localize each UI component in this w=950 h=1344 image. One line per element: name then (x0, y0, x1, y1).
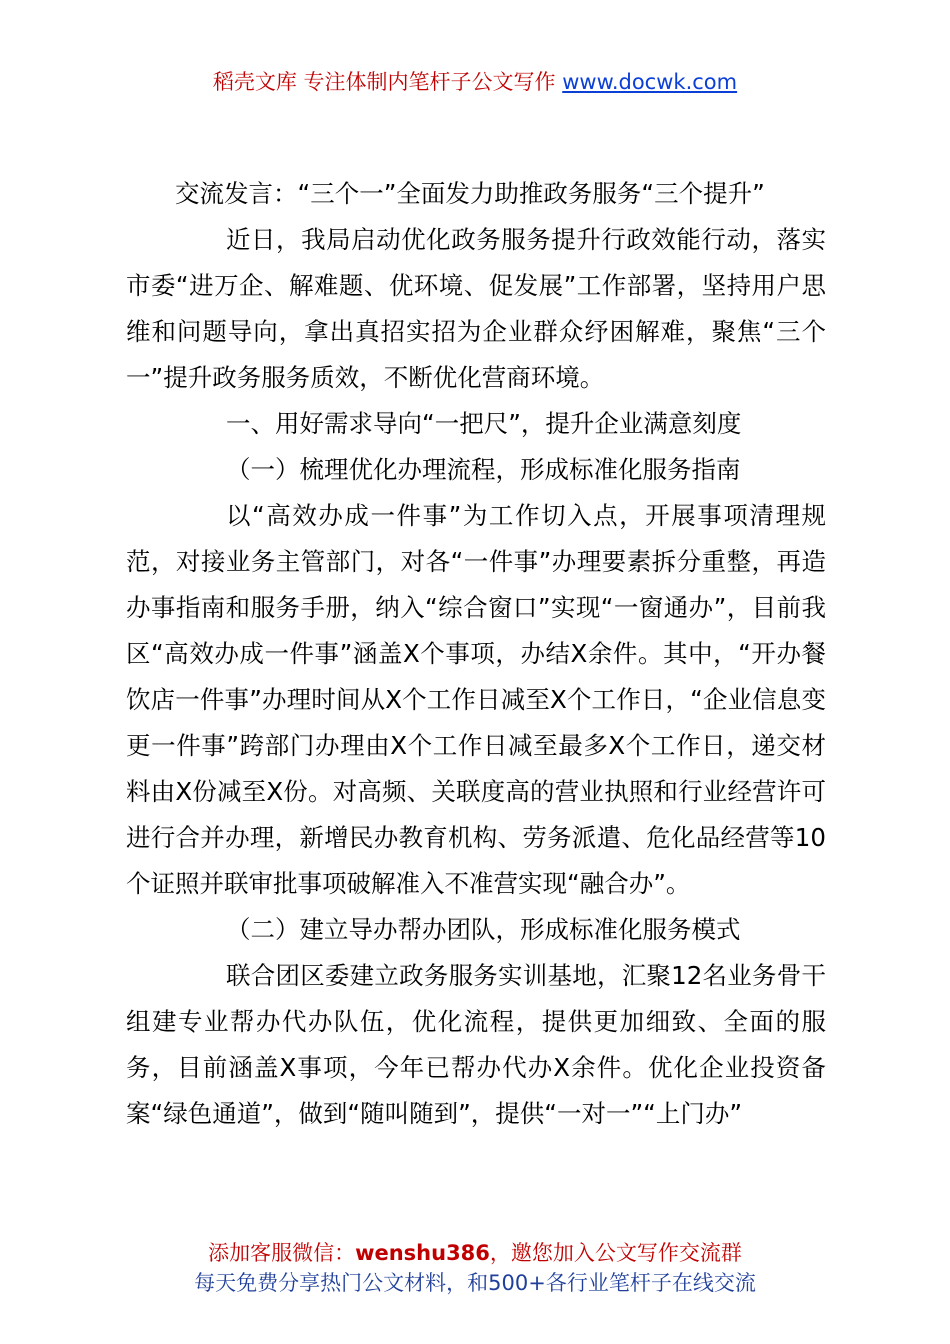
footer-line-1 (0, 1238, 950, 1268)
paragraph-body-1: 以“高效办成一件事”为工作切入点，开展事项清理规范，对接业务主管部门，对各“一件事”办理要素拆分重整，再造办事指南和服务手册，纳入“综合窗口”实现“一窗通办”，目前我区“高效办成一件事”涵盖X个事项，办结X余件。其中，“开办餐饮店一件事”办理时间从X个工作日减至X个工作日，“企业信息变更一件事”跨部门办理由X个工作日减至最多X个工作日，递交材料由X份减至X份。对高频、关联度高的营业执照和行业经营许可进行合并办理，新增民办教育机构、劳务派遣、危化品经营等10个证照并联审批事项破解准入不准营实现“融合办”。 (126, 501, 826, 898)
document-title: 交流发言：“三个一”全面发力助推政务服务“三个提升” (175, 179, 765, 208)
footer-line-2: 每天免费分享热门公文材料，和500+各行业笔杆子在线交流 (194, 1271, 756, 1295)
footer-suffix: ，邀您加入公文写作交流群 (489, 1241, 742, 1265)
page-header (0, 66, 950, 96)
document-body (126, 171, 826, 1137)
wechat-id: wenshu386 (355, 1241, 490, 1265)
header-link[interactable]: www.docwk.com (562, 70, 738, 94)
header-text: 稻壳文库 专注体制内笔杆子公文写作 (212, 70, 563, 94)
paragraph-body-2: 联合团区委建立政务服务实训基地，汇聚12名业务骨干组建专业帮办代办队伍，优化流程，提供更加细致、全面的服务，目前涵盖X事项，今年已帮办代办X余件。优化企业投资备案“绿色通道”，做到“随叫随到”，提供“一对一”“上门办” (126, 961, 826, 1128)
page-footer (0, 1238, 950, 1298)
section-heading-1: 一、用好需求导向“一把尺”，提升企业满意刻度 (226, 409, 742, 438)
subsection-heading-2: （二）建立导办帮办团队，形成标准化服务模式 (226, 915, 741, 944)
footer-prefix: 添加客服微信： (208, 1241, 356, 1265)
paragraph-intro: 近日，我局启动优化政务服务提升行政效能行动，落实市委“进万企、解难题、优环境、促发展”工作部署，坚持用户思维和问题导向，拿出真招实招为企业群众纾困解难，聚焦“三个一”提升政务服务质效，不断优化营商环境。 (126, 225, 826, 392)
subsection-heading-1: （一）梳理优化办理流程，形成标准化服务指南 (226, 455, 741, 484)
